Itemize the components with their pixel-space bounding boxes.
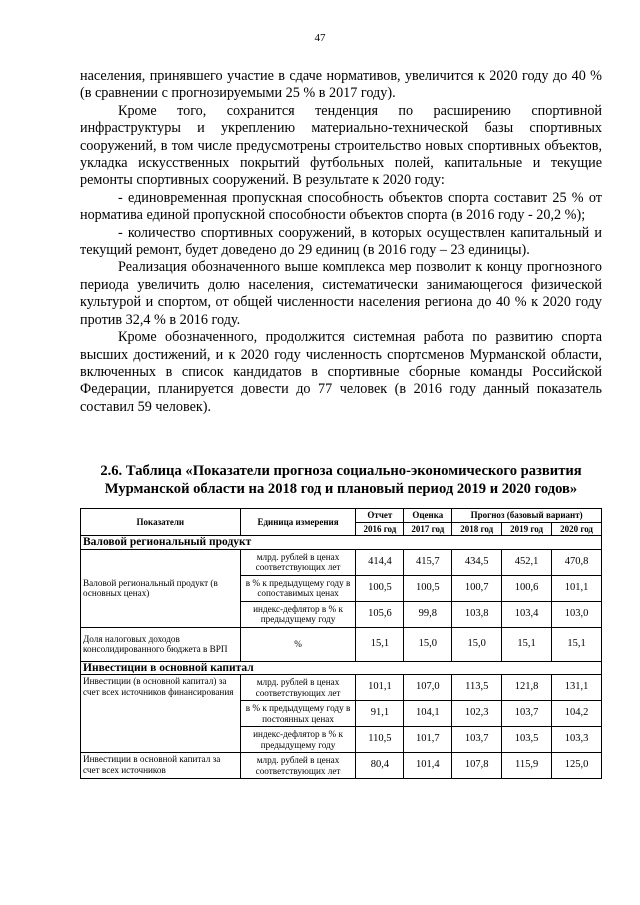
value-cell: 452,1 [502, 549, 552, 575]
table-row [81, 753, 602, 779]
value-cell: 15,0 [452, 627, 502, 661]
unit-cell: индекс-дефлятор в % к предыдущему году [240, 601, 356, 627]
value-cell: 100,5 [356, 575, 404, 601]
value-cell: 414,4 [356, 549, 404, 575]
table-row [81, 627, 602, 661]
value-cell: 91,1 [356, 701, 404, 727]
value-cell: 15,1 [552, 627, 602, 661]
value-cell: 99,8 [404, 601, 452, 627]
value-cell: 113,5 [452, 675, 502, 701]
paragraph: Кроме того, сохранится тенденция по расширению спортивной инфраструктуры и укреплению материально-технической базы спортивных сооружений, в том числе предусмотрены строительство новых спортивных объектов, укладка искусственных покрытий футбольных полей, капитальные и текущие ремонты спортивных сооружений. В результате к 2020 году: [80, 102, 602, 189]
header-estimate: Оценка [404, 509, 452, 523]
value-cell: 107,0 [404, 675, 452, 701]
forecast-table [80, 508, 602, 779]
section-label: Валовой региональный продукт [81, 536, 602, 550]
table-header-row [81, 509, 602, 523]
indicator-cell: Валовой региональный продукт (в основных ценах) [81, 549, 241, 627]
value-cell: 115,9 [502, 753, 552, 779]
indicator-cell: Инвестиции (в основной капитал) за счет всех источников финансирования [81, 675, 241, 753]
value-cell: 103,7 [452, 727, 502, 753]
paragraph: - единовременная пропускная способность объектов спорта составит 25 % от норматива единой пропускной способности объектов спорта (в 2016 году - 20,2 %); [80, 189, 602, 224]
header-year: 2018 год [452, 522, 502, 536]
section-row [81, 661, 602, 675]
value-cell: 103,7 [502, 701, 552, 727]
unit-cell: в % к предыдущему году в сопоставимых ценах [240, 575, 356, 601]
value-cell: 434,5 [452, 549, 502, 575]
value-cell: 103,5 [502, 727, 552, 753]
header-report: Отчет [356, 509, 404, 523]
table-row [81, 549, 602, 575]
value-cell: 101,7 [404, 727, 452, 753]
value-cell: 121,8 [502, 675, 552, 701]
value-cell: 102,3 [452, 701, 502, 727]
header-year: 2017 год [404, 522, 452, 536]
value-cell: 15,0 [404, 627, 452, 661]
header-indicator: Показатели [81, 509, 241, 536]
page-number: 47 [314, 32, 326, 44]
header-unit: Единица измерения [240, 509, 356, 536]
body-text [80, 68, 602, 416]
value-cell: 104,2 [552, 701, 602, 727]
value-cell: 104,1 [404, 701, 452, 727]
value-cell: 125,0 [552, 753, 602, 779]
paragraph: населения, принявшего участие в сдаче нормативов, увеличится к 2020 году до 40 % (в сравнении с прогнозируемыми 25 % в 2017 году). [80, 68, 602, 102]
unit-cell: индекс-дефлятор в % к предыдущему году [240, 727, 356, 753]
unit-cell: в % к предыдущему году в постоянных ценах [240, 701, 356, 727]
value-cell: 415,7 [404, 549, 452, 575]
value-cell: 101,4 [404, 753, 452, 779]
value-cell: 80,4 [356, 753, 404, 779]
value-cell: 15,1 [356, 627, 404, 661]
section-label: Инвестиции в основной капитал [81, 661, 602, 675]
value-cell: 103,3 [552, 727, 602, 753]
value-cell: 103,8 [452, 601, 502, 627]
value-cell: 100,5 [404, 575, 452, 601]
section-row [81, 536, 602, 550]
value-cell: 105,6 [356, 601, 404, 627]
header-year: 2019 год [502, 522, 552, 536]
table-row [81, 675, 602, 701]
value-cell: 107,8 [452, 753, 502, 779]
header-year: 2016 год [356, 522, 404, 536]
indicator-cell: Инвестиции в основной капитал за счет всех источников [81, 753, 241, 779]
value-cell: 103,4 [502, 601, 552, 627]
paragraph: Кроме обозначенного, продолжится системная работа по развитию спорта высших достижений, и к 2020 году численность спортсменов Мурманской области, включенных в список кандидатов в спортивные сборные команды Российской Федерации, планируется довести до 77 человек (в 2016 году данный показатель составил 59 человек). [80, 329, 602, 415]
paragraph: Реализация обозначенного выше комплекса мер позволит к концу прогнозного периода увеличить долю населения, систематически занимающегося физической культурой и спортом, от общей численности населения региона до 40 % к 2020 году против 32,4 % в 2016 году. [80, 259, 602, 328]
unit-cell: млрд. рублей в ценах соответствующих лет [240, 549, 356, 575]
unit-cell: % [240, 627, 356, 661]
unit-cell: млрд. рублей в ценах соответствующих лет [240, 675, 356, 701]
value-cell: 100,6 [502, 575, 552, 601]
section-title: 2.6. Таблица «Показатели прогноза социально-экономического развития Мурманской области на 2018 год и плановый период 2019 и 2020 годов» [100, 463, 582, 497]
paragraph: - количество спортивных сооружений, в которых осуществлен капитальный и текущий ремонт, будет доведено до 29 единиц (в 2016 году – 23 единицы). [80, 224, 602, 259]
value-cell: 103,0 [552, 601, 602, 627]
value-cell: 100,7 [452, 575, 502, 601]
value-cell: 110,5 [356, 727, 404, 753]
header-forecast: Прогноз (базовый вариант) [452, 509, 602, 523]
unit-cell: млрд. рублей в ценах соответствующих лет [240, 753, 356, 779]
value-cell: 101,1 [552, 575, 602, 601]
header-year: 2020 год [552, 522, 602, 536]
value-cell: 101,1 [356, 675, 404, 701]
indicator-cell: Доля налоговых доходов консолидированного бюджета в ВРП [81, 627, 241, 661]
value-cell: 470,8 [552, 549, 602, 575]
value-cell: 131,1 [552, 675, 602, 701]
value-cell: 15,1 [502, 627, 552, 661]
